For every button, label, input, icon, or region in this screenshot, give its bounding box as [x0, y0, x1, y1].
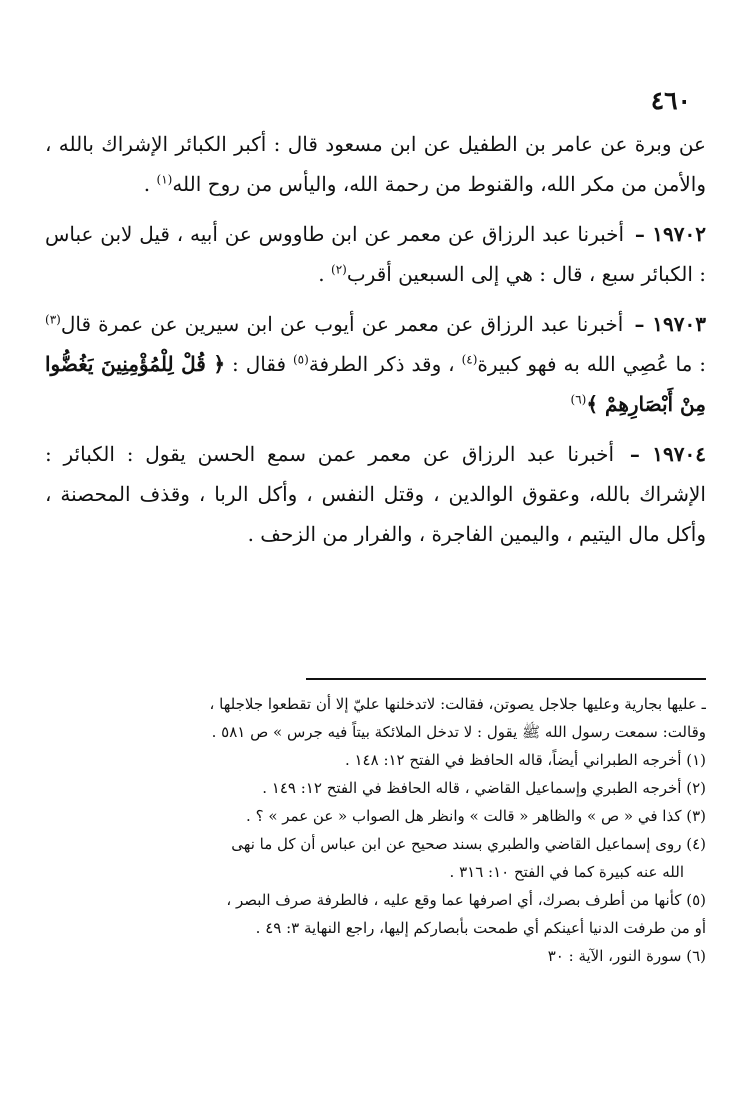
paragraph-end: .: [143, 172, 157, 196]
page-number: ٤٦٠: [650, 86, 691, 115]
footnote-divider: [306, 678, 706, 680]
footnote-marker-5: (٥): [292, 352, 309, 367]
paragraph-1: [45, 124, 706, 204]
footnote-line: (٣) كذا في « ص » والظاهر « قالت » وانظر هل الصواب « عن عمر » ؟ .: [246, 807, 706, 825]
footnote-line: (٦) سورة النور، الآية : ٣٠: [547, 947, 706, 965]
hadith-number: ١٩٧٠٢ –: [634, 222, 706, 246]
footnote-marker-2: (٢): [331, 262, 347, 277]
footnote-line: (١) أخرجه الطبراني أيضاً، قاله الحافظ في الفتح ١٢: ١٤٨ .: [344, 751, 706, 769]
quran-verse: ﴿ قُلْ لِلْمُؤْمِنِينَ يَغُضُّوا مِنْ أَبْصَارِهِمْ ﴾: [45, 352, 706, 416]
hadith-19704: [45, 434, 706, 554]
footnote-line: أو من طرفت الدنيا أعينكم أي طمحت بأبصاركم إليها، راجع النهاية ٣: ٤٩ .: [255, 919, 706, 937]
hadith-text: ، وقد ذكر الطرفة: [308, 352, 462, 376]
hadith-text: أخبرنا عبد الرزاق عن معمر عمن سمع الحسن يقول : الكبائر : الإشراك بالله، وعقوق الوالدين ، وقتل النفس ، وأكل الربا ، وقذف المحصنة ، وأكل مال اليتيم ، واليمين الفاجرة ، والفرار من الزحف .: [45, 442, 706, 546]
footnote-marker-1: (١): [156, 172, 173, 187]
footnote-marker-4: (٤): [461, 352, 478, 367]
footnote-line: الله عنه كبيرة كما في الفتح ١٠: ٣١٦ .: [449, 863, 684, 881]
paragraph-end: .: [318, 262, 332, 286]
hadith-19702: [45, 214, 706, 294]
footnote-line: وقالت: سمعت رسول الله ﷺ يقول : لا تدخل الملائكة بيتاً فيه جرس » ص ٥٨١ .: [211, 723, 706, 741]
hadith-text: : ما عُصِي الله به فهو كبيرة: [477, 352, 706, 376]
footnote-line: ـ عليها بجارية وعليها جلاجل يصوتن، فقالت: لاتدخلنها عليّ إلا أن تقطعوا جلاجلها ،: [209, 695, 706, 713]
footnote-marker-3: (٣): [45, 312, 61, 327]
hadith-19703: [45, 304, 706, 424]
footnote-line: (٢) أخرجه الطبري وإسماعيل القاضي ، قاله الحافظ في الفتح ١٢: ١٤٩ .: [262, 779, 706, 797]
paragraph-text: عن وبرة عن عامر بن الطفيل عن ابن مسعود قال : أكبر الكبائر الإشراك بالله ، والأمن من مكر الله، والقنوط من رحمة الله، واليأس من روح الله: [45, 132, 706, 196]
footnotes: [45, 690, 706, 990]
hadith-number: ١٩٧٠٤ –: [629, 442, 706, 466]
footnote-line: (٥) كأنها من أطرف بصرك، أي اصرفها عما وقع عليه ، فالطرفة صرف البصر ،: [226, 891, 706, 909]
main-text: [45, 124, 706, 679]
footnote-marker-6: (٦): [570, 392, 587, 407]
hadith-text: أخبرنا عبد الرزاق عن معمر عن أيوب عن ابن سيرين عن عمرة قال: [60, 312, 624, 336]
hadith-text: أخبرنا عبد الرزاق عن معمر عن ابن طاووس عن أبيه ، قيل لابن عباس : الكبائر سبع ، قال : هي إلى السبعين أقرب: [45, 222, 706, 286]
hadith-text: فقال :: [225, 352, 293, 376]
footnote-line: (٤) روى إسماعيل القاضي والطبري بسند صحيح عن ابن عباس أن كل ما نهى: [231, 835, 706, 853]
hadith-number: ١٩٧٠٣ –: [634, 312, 706, 336]
